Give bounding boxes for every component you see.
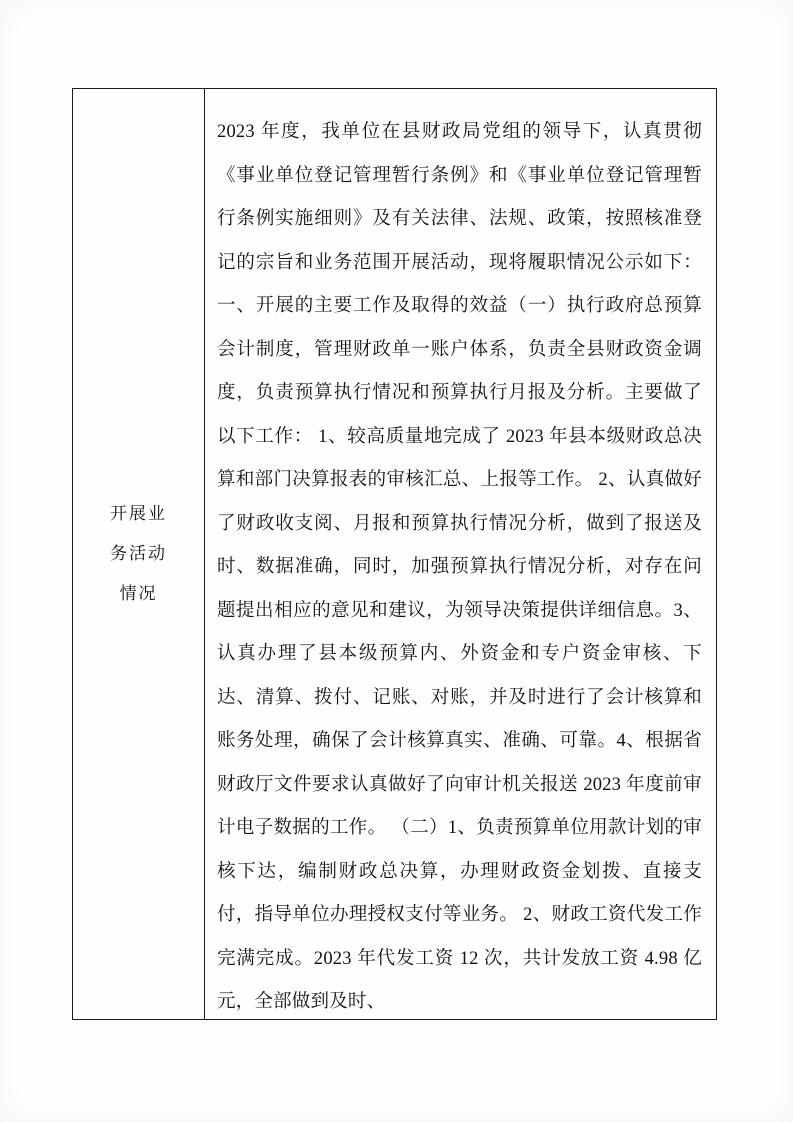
table-row-label-cell: [73, 89, 205, 1019]
content-table: [72, 88, 717, 1020]
row-label: 开展业务活动情况: [110, 504, 167, 603]
table-body-cell: [205, 89, 716, 1019]
body-paragraph: 2023 年度，我单位在县财政局党组的领导下，认真贯彻《事业单位登记管理暂行条例》和《事业单位登记管理暂行条例实施细则》及有关法律、法规、政策，按照核准登记的宗旨和业务范围开展活动，现将履职情况公示如下： 一、开展的主要工作及取得的效益（一）执行政府总预算会计制度，管理财政单一账户体系，负责全县财政资金调度，负责预算执行情况和预算执行月报及分析。主要做了以下工作： 1、较高质量地完成了 2023 年县本级财政总决算和部门决算报表的审核汇总、上报等工作。 2、认真做好了财政收支阅、月报和预算执行情况分析，做到了报送及时、数据准确，同时，加强预算执行情况分析，对存在问题提出相应的意见和建议，为领导决策提供详细信息。3、认真办理了县本级预算内、外资金和专户资金审核、下达、清算、拨付、记账、对账，并及时进行了会计核算和账务处理，确保了会计核算真实、准确、可靠。4、根据省财政厅文件要求认真做好了向审计机关报送 2023 年度前审计电子数据的工作。 （二）1、负责预算单位用款计划的审核下达，编制财政总决算，办理财政资金划拨、直接支付，指导单位办理授权支付等业务。 2、财政工资代发工作完满完成。2023 年代发工资 12 次，共计发放工资 4.98 亿元，全部做到及时、: [217, 122, 707, 1012]
